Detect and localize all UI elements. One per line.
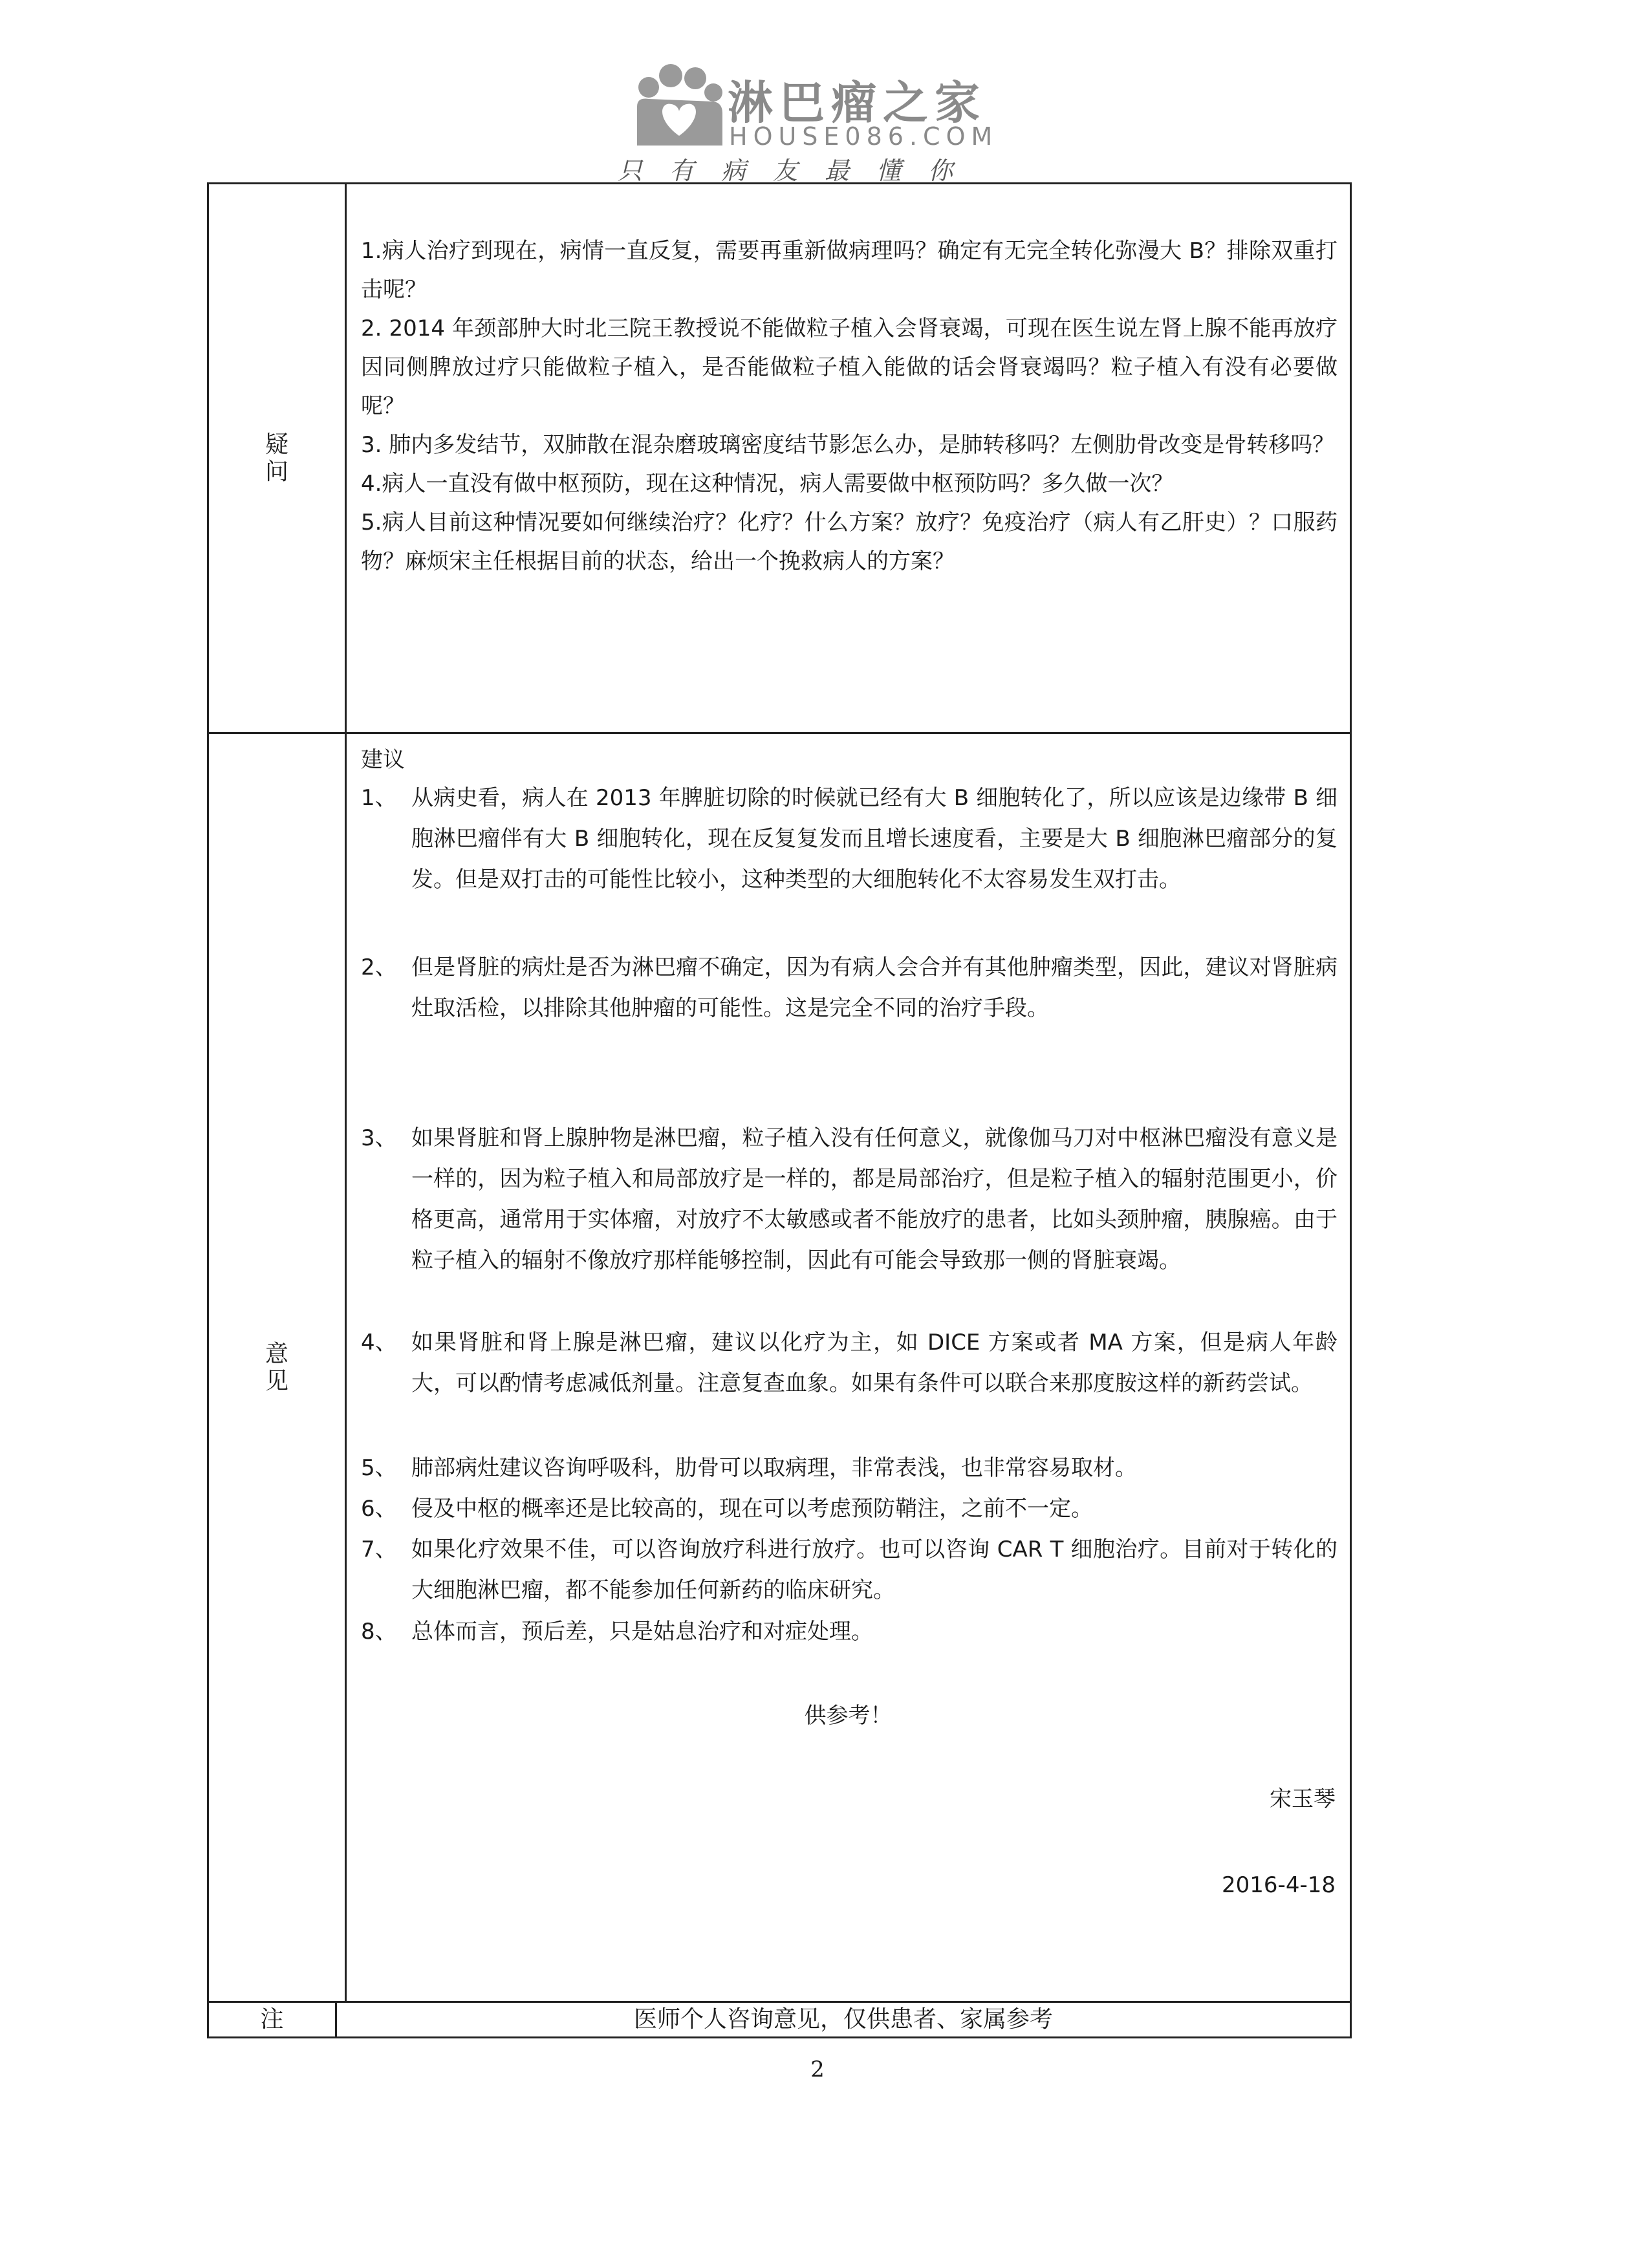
opinion-date: 2016-4-18 <box>1222 1872 1336 1898</box>
opinion-number: 7、 <box>361 1537 397 1562</box>
opinion-item <box>361 1118 1337 1281</box>
opinion-text: 如果肾脏和肾上腺肿物是淋巴瘤，粒子植入没有任何意义，就像伽马刀对中枢淋巴瘤没有意义是一样的，因为粒子植入和局部放疗是一样的，都是局部治疗，但是粒子植入的辐射范围更小，价格更高，通常用于实体瘤，对放疗不太敏感或者不能放疗的患者，比如头颈肿瘤，胰腺癌。由于粒子植入的辐射不像放疗那样能够控制，因此有可能会导致那一侧的肾脏衰竭。 <box>411 1125 1337 1273</box>
question-item: 5.病人目前这种情况要如何继续治疗？化疗？什么方案？放疗？免疫治疗（病人有乙肝史）？口服药物？麻烦宋主任根据目前的状态，给出一个挽救病人的方案？ <box>361 510 1337 574</box>
opinion-text: 如果肾脏和肾上腺是淋巴瘤，建议以化疗为主，如 DICE 方案或者 MA 方案，但是病人年龄大，可以酌情考虑减低剂量。注意复查血象。如果有条件可以联合来那度胺这样的新药尝试。 <box>411 1330 1337 1396</box>
opinion-item <box>361 1448 1337 1489</box>
opinion-number: 8、 <box>361 1619 397 1645</box>
opinions-label: 意见 <box>265 1340 288 1394</box>
doctor-signature: 宋玉琴 <box>1270 1786 1336 1812</box>
opinion-number: 5、 <box>361 1455 397 1481</box>
note-content <box>337 2003 1350 2036</box>
questions-label: 疑问 <box>265 431 288 485</box>
question-list <box>361 232 1337 581</box>
opinion-number: 4、 <box>361 1330 397 1355</box>
opinion-text: 如果化疗效果不佳，可以咨询放疗科进行放疗。也可以咨询 CAR T 细胞治疗。目前对于转化的大细胞淋巴瘤，都不能参加任何新药的临床研究。 <box>411 1537 1337 1603</box>
opinions-label-cell <box>209 734 347 2001</box>
note-label: 注 <box>260 2006 284 2033</box>
question-item: 2. 2014 年颈部肿大时北三院王教授说不能做粒子植入会肾衰竭，可现在医生说左肾上腺不能再放疗因同侧脾放过疗只能做粒子植入，是否能做粒子植入能做的话会肾衰竭吗？粒子植入有没有必要做呢？ <box>361 316 1337 419</box>
opinion-text: 肺部病灶建议咨询呼吸科，肋骨可以取病理，非常表浅，也非常容易取材。 <box>411 1455 1137 1481</box>
opinion-item <box>361 778 1337 900</box>
logo-name: 淋巴瘤之家 <box>728 76 986 129</box>
logo-slogan: 只有病友最懂你 <box>618 157 980 185</box>
opinion-number: 1、 <box>361 785 397 811</box>
opinion-item <box>361 1612 1337 1652</box>
opinion-number: 2、 <box>361 955 397 980</box>
opinion-text: 总体而言，预后差，只是姑息治疗和对症处理。 <box>411 1619 873 1645</box>
closing-remark: 供参考！ <box>804 1703 893 1729</box>
opinion-number: 6、 <box>361 1496 397 1522</box>
questions-row <box>209 184 1350 734</box>
people-heart-icon <box>631 61 728 152</box>
note-row <box>209 2003 1350 2036</box>
opinion-text: 侵及中枢的概率还是比较高的，现在可以考虑预防鞘注，之前不一定。 <box>411 1496 1093 1522</box>
question-item: 3. 肺内多发结节，双肺散在混杂磨玻璃密度结节影怎么办，是肺转移吗？左侧肋骨改变是骨转移吗？ <box>361 432 1335 458</box>
note-text: 医师个人咨询意见，仅供患者、家属参考 <box>633 2006 1053 2033</box>
logo-domain: HOUSE086.COM <box>729 122 999 151</box>
consultation-table <box>207 182 1352 2038</box>
site-logo <box>618 61 1032 185</box>
questions-content <box>347 184 1350 732</box>
note-label-cell <box>209 2003 337 2036</box>
opinion-item <box>361 1323 1337 1404</box>
page-number: 2 <box>810 2057 825 2082</box>
opinion-text: 从病史看，病人在 2013 年脾脏切除的时候就已经有大 B 细胞转化了，所以应该是边缘带 B 细胞淋巴瘤伴有大 B 细胞转化，现在反复复发而且增长速度看，主要是大 B 细胞淋巴瘤部分的复发。但是双打击的可能性比较小，这种类型的大细胞转化不太容易发生双打击。 <box>411 785 1337 892</box>
opinion-item <box>361 1489 1337 1529</box>
opinions-row <box>209 734 1350 2003</box>
questions-label-cell <box>209 184 347 732</box>
question-item: 1.病人治疗到现在，病情一直反复，需要再重新做病理吗？确定有无完全转化弥漫大 B？排除双重打击呢？ <box>361 238 1337 303</box>
opinion-text: 但是肾脏的病灶是否为淋巴瘤不确定，因为有病人会合并有其他肿瘤类型，因此，建议对肾脏病灶取活检，以排除其他肿瘤的可能性。这是完全不同的治疗手段。 <box>411 955 1337 1021</box>
opinions-content <box>347 734 1350 2001</box>
opinions-heading: 建议 <box>361 747 405 773</box>
opinion-number: 3、 <box>361 1125 397 1151</box>
question-item: 4.病人一直没有做中枢预防，现在这种情况，病人需要做中枢预防吗？多久做一次？ <box>361 471 1174 497</box>
opinion-item <box>361 1529 1337 1611</box>
opinion-item <box>361 947 1337 1029</box>
